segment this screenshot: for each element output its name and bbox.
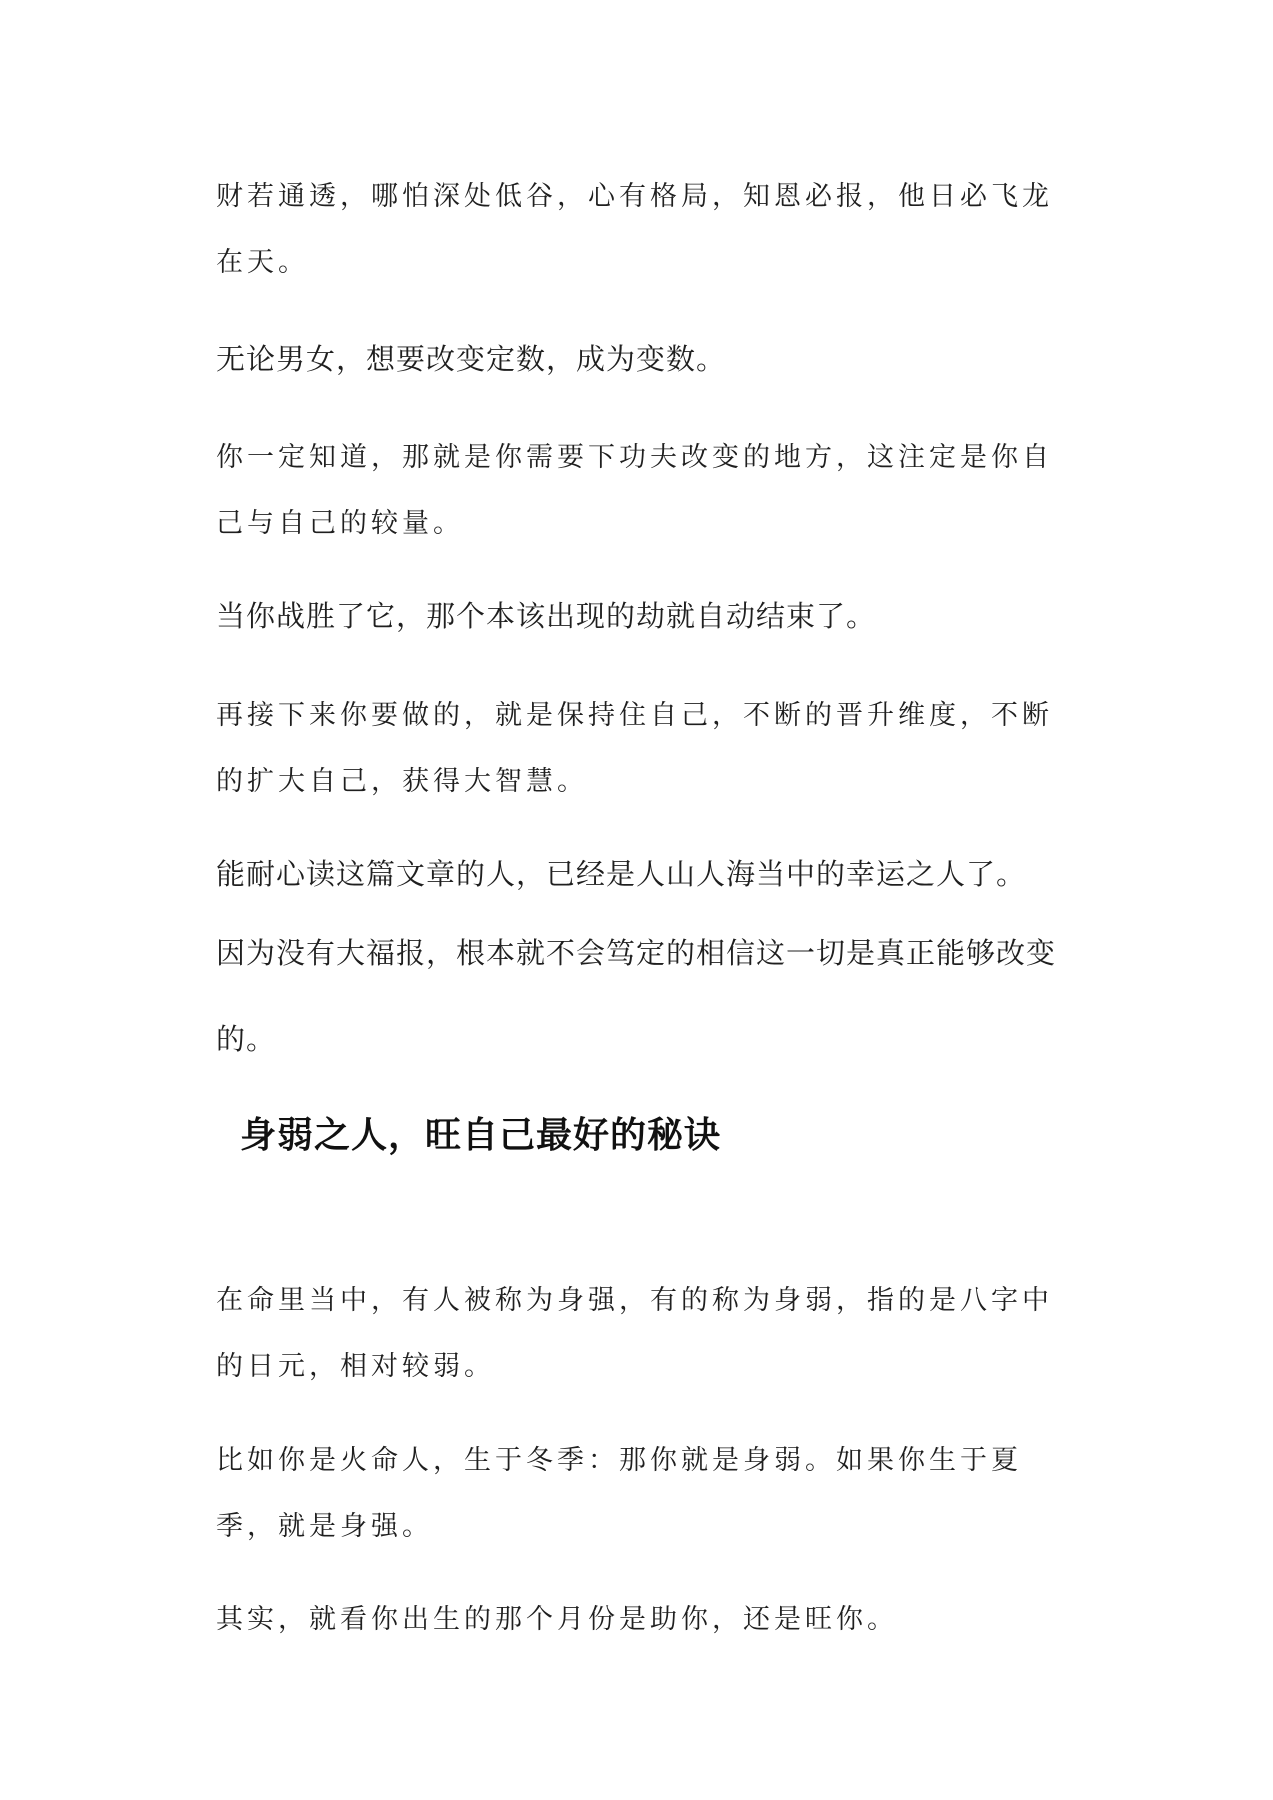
paragraph-overcome: 当你战胜了它，那个本该出现的劫就自动结束了。 <box>216 599 877 633</box>
paragraph-you-know: 你一定知道，那就是你需要下功夫改变的地方，这注定是你自己与自己的较量。 <box>216 442 1053 539</box>
paragraph-great-fortune: 因为没有大福报，根本就不会笃定的相信这一切是真正能够改变的。 <box>216 936 1057 1056</box>
section-heading: 身弱之人，旺自己最好的秘诀 <box>240 1115 722 1156</box>
paragraph-next-steps: 再接下来你要做的，就是保持住自己，不断的晋升维度，不断的扩大自己，获得大智慧。 <box>216 700 1053 797</box>
paragraph-lucky-reader: 能耐心读这篇文章的人，已经是人山人海当中的幸运之人了。 <box>216 857 1027 891</box>
paragraph-change-fate: 无论男女，想要改变定数，成为变数。 <box>216 342 727 376</box>
paragraph-wealth: 财若通透，哪怕深处低谷，心有格局，知恩必报，他日必飞龙在天。 <box>216 181 1053 278</box>
paragraph-birth-month: 其实，就看你出生的那个月份是助你，还是旺你。 <box>216 1604 898 1635</box>
paragraph-fire-example: 比如你是火命人，生于冬季：那你就是身弱。如果你生于夏季，就是身强。 <box>216 1445 1022 1542</box>
paragraph-strong-weak: 在命里当中，有人被称为身强，有的称为身弱，指的是八字中的日元，相对较弱。 <box>216 1285 1053 1382</box>
